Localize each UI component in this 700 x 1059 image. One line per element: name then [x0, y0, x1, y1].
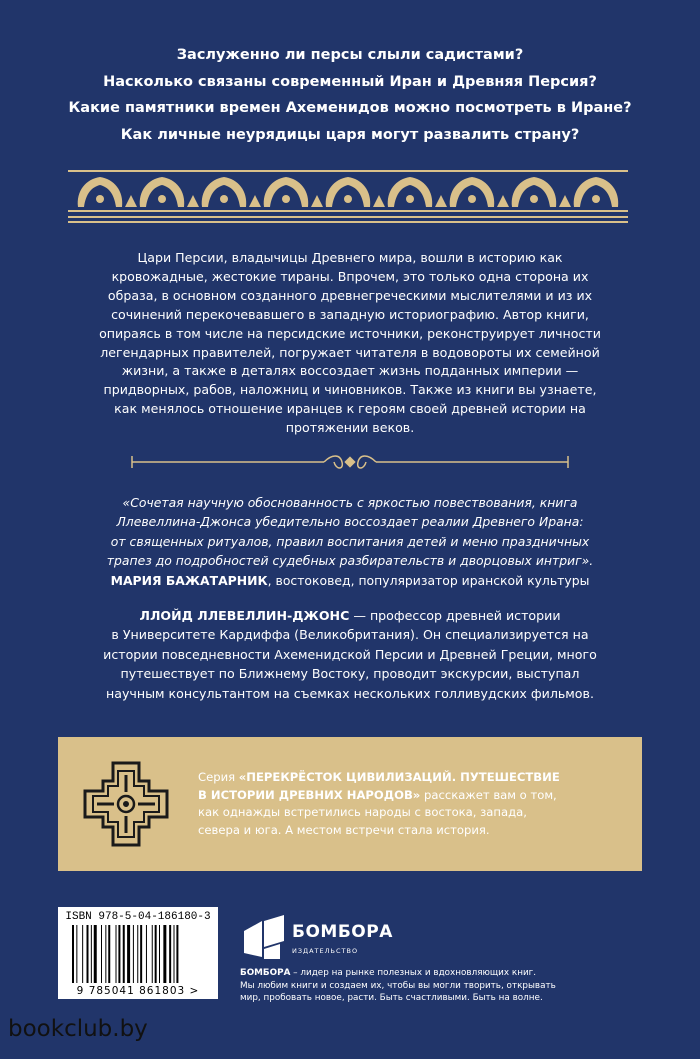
description-line: опираясь в том числе на персидские источники, реконструирует личности	[99, 325, 601, 341]
publisher-name: БОМБОРА	[292, 922, 393, 942]
series-description	[198, 769, 608, 839]
question-line: Как личные неурядицы царя могут развалить страну?	[120, 126, 580, 143]
series-text: расскажет вам о том,	[420, 787, 557, 802]
description-line: легендарных правителей, погружает читателя в водовороты их семейной	[100, 344, 600, 360]
publisher-description	[240, 967, 570, 1005]
isbn-barcode	[58, 907, 218, 999]
series-title: «ПЕРЕКРЁСТОК ЦИВИЛИЗАЦИЙ. ПУТЕШЕСТВИЕ	[238, 770, 560, 784]
quote-attribution	[58, 571, 642, 590]
author-bio-line	[70, 606, 630, 625]
reviewer-role: , востоковед, популяризатор иранской культуры	[267, 572, 590, 588]
quote-line: «Сочетая научную обоснованность с яркостью повествования, книга	[122, 495, 578, 510]
quote-line: Ллевеллина-Джонса убедительно воссоздает реалии Древнего Ирана:	[116, 514, 584, 530]
description-line: придворных, рабов, наложниц и чиновников. Также из книги вы узнаете,	[103, 382, 597, 398]
isbn-number: ISBN 978-5-04-186180-3	[65, 911, 211, 923]
series-line	[198, 787, 608, 805]
barcode-digits: 9 785041 861803 >	[76, 985, 200, 997]
publisher-desc-text: – лидер на рынке полезных и вдохновляющих книг.	[290, 968, 537, 978]
author-bio	[70, 606, 630, 703]
site-watermark: bookclub.by	[8, 1016, 148, 1042]
quote-line: трапез до подробностей судебных разбирательств и дворцовых интриг».	[106, 553, 594, 569]
description-line: как менялось отношение иранцев к героям своей древней истории на	[114, 401, 586, 417]
description-line: протяжении веков.	[285, 420, 415, 436]
publisher-desc-line: мир, пробовать новое, расти. Быть счастливыми. Быть на волне.	[240, 993, 543, 1003]
series-prefix: Серия	[198, 770, 239, 784]
question-line: Какие памятники времен Ахеменидов можно посмотреть в Иране?	[68, 100, 632, 116]
description-line: кровожадные, жестокие тираны. Впрочем, это только одна сторона их	[111, 268, 589, 284]
series-line	[198, 769, 608, 787]
bombora-logo-icon	[240, 913, 288, 961]
author-bio-line: в Университете Кардиффа (Великобритания). Он специализируется на	[111, 627, 589, 643]
description-line: Цари Персии, владычицы Древнего мира, вошли в историю как	[137, 250, 563, 265]
author-name: ЛЛОЙД ЛЛЕВЕЛЛИН-ДЖОНС	[139, 608, 350, 623]
review-quote	[58, 493, 642, 590]
book-description	[80, 249, 620, 438]
description-line: сочинений перекочевавшего в западную историографию. Автор книги,	[111, 306, 589, 322]
question-line: Заслуженно ли персы слыли садистами?	[176, 47, 524, 63]
author-bio-line: истории повседневности Ахеменидской Персии и Древней Греции, много	[103, 646, 597, 662]
persian-ornament-border-icon	[66, 167, 630, 225]
description-line: образа, в основном созданного древнегреческими мыслителями и из их	[107, 287, 593, 303]
question-line: Насколько связаны современный Иран и Древняя Персия?	[103, 73, 597, 90]
teaser-questions	[0, 42, 700, 148]
author-bio-line: научным консультантом на съемках нескольких голливудских фильмов.	[106, 685, 594, 701]
series-line: севера и юга. А местом встречи стала история.	[198, 822, 490, 837]
reviewer-name: МАРИЯ БАЖАТАРНИК	[110, 572, 268, 588]
author-bio-line: путешествует по Ближнему Востоку, проводит экскурсии, выступал	[120, 666, 580, 682]
barcode-bars-icon	[70, 925, 208, 983]
quote-line: от священных ритуалов, правил воспитания детей и меню праздничных	[110, 533, 590, 549]
ornamental-divider-icon	[128, 453, 572, 471]
series-title: В ИСТОРИИ ДРЕВНИХ НАРОДОВ»	[198, 787, 421, 802]
publisher-desc-line: Мы любим книги и создаем их, чтобы вы могли творить, открывать	[240, 980, 556, 991]
author-bio-text: — профессор древней истории	[349, 608, 561, 623]
series-panel	[58, 737, 642, 871]
series-line: как однажды встретились народы с востока, запада,	[198, 805, 527, 819]
series-cross-emblem-icon	[81, 759, 171, 849]
publisher-desc-line	[240, 967, 570, 980]
publisher-subtitle: ИЗДАТЕЛЬСТВО	[292, 947, 359, 955]
description-line: жизни, а также в деталях воссоздает жизнь подданных империи —	[121, 363, 579, 379]
publisher-desc-name: БОМБОРА	[240, 968, 291, 978]
